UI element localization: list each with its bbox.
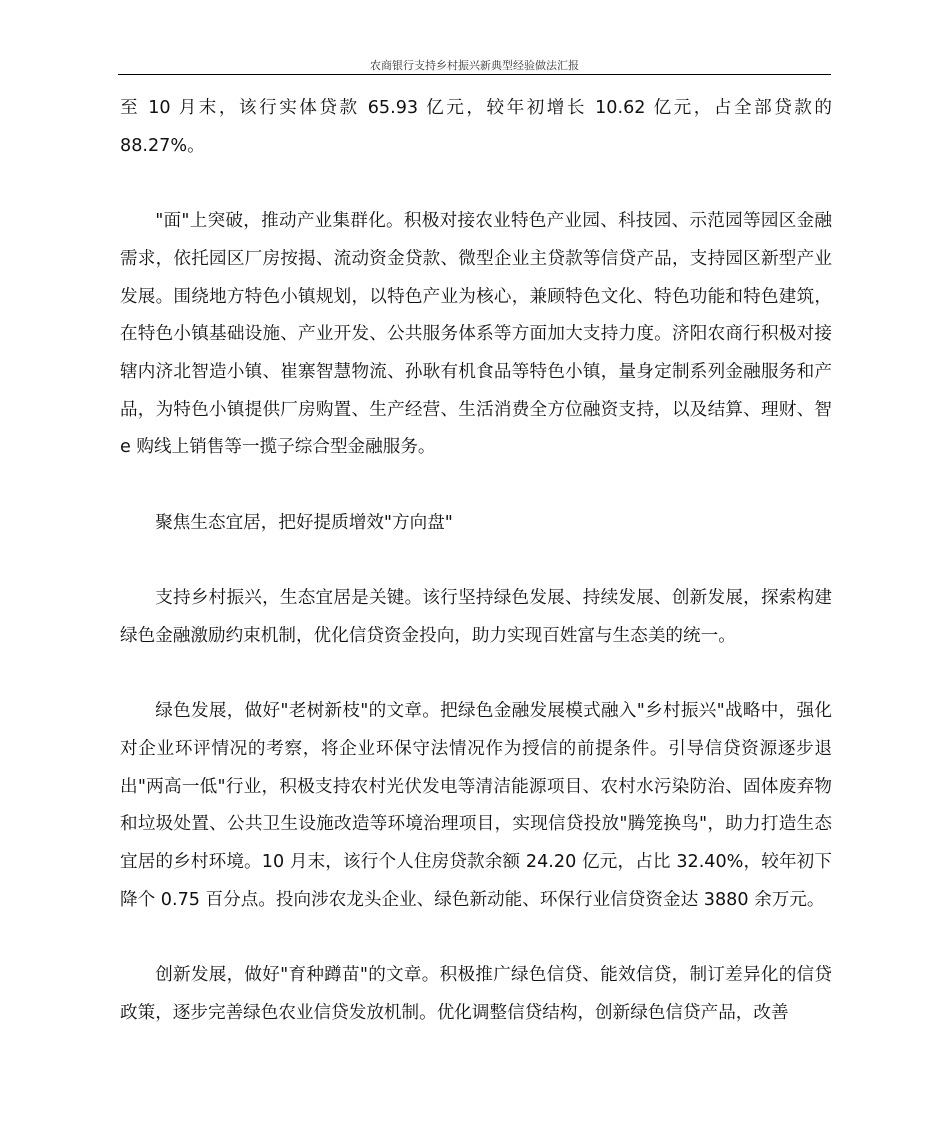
document-body [120,90,832,1033]
section-heading-ecology: 聚焦生态宜居，把好提质增效"方向盘" [155,512,453,533]
paragraph-industry-cluster: "面"上突破，推动产业集群化。积极对接农业特色产业园、科技园、示范园等园区金融需求，依托园区厂房按揭、流动资金贷款、微型企业主贷款等信贷产品，支持园区新型产业发展。围绕地方特色小镇规划，以特色产业为核心，兼顾特色文化、特色功能和特色建筑，在特色小镇基础设施、产业开发、公共服务体系等方面加大支持力度。济阳农商行积极对接辖内济北智造小镇、崔寨智慧物流、孙耿有机食品等特色小镇，量身定制系列金融服务和产品，为特色小镇提供厂房购置、生产经营、生活消费全方位融资支持，以及结算、理财、智 e 购线上销售等一揽子综合型金融服务。 [120,211,832,458]
paragraph-ecology-intro: 支持乡村振兴，生态宜居是关键。该行坚持绿色发展、持续发展、创新发展，探索构建绿色金融激励约束机制，优化信贷资金投向，助力实现百姓富与生态美的统一。 [120,588,832,646]
paragraph-loan-stats: 至 10 月末，该行实体贷款 65.93 亿元，较年初增长 10.62 亿元，占全部贷款的 88.27%。 [120,98,832,156]
paragraph-green-development: 绿色发展，做好"老树新枝"的文章。把绿色金融发展模式融入"乡村振兴"战略中，强化对企业环评情况的考察，将企业环保守法情况作为授信的前提条件。引导信贷资源逐步退出"两高一低"行业，积极支持农村光伏发电等清洁能源项目、农村水污染防治、固体废弃物和垃圾处置、公共卫生设施改造等环境治理项目，实现信贷投放"腾笼换鸟"，助力打造生态宜居的乡村环境。10 月末，该行个人住房贷款余额 24.20 亿元，占比 32.40%，较年初下降个 0.75 百分点。投向涉农龙头企业、绿色新动能、环保行业信贷资金达 3880 余万元。 [120,701,832,910]
running-header: 农商银行支持乡村振兴新典型经验做法汇报 [118,58,831,75]
paragraph-innovative-development: 创新发展，做好"育种蹲苗"的文章。积极推广绿色信贷、能效信贷，制订差异化的信贷政策，逐步完善绿色农业信贷发放机制。优化调整信贷结构，创新绿色信贷产品，改善 [120,965,832,1023]
